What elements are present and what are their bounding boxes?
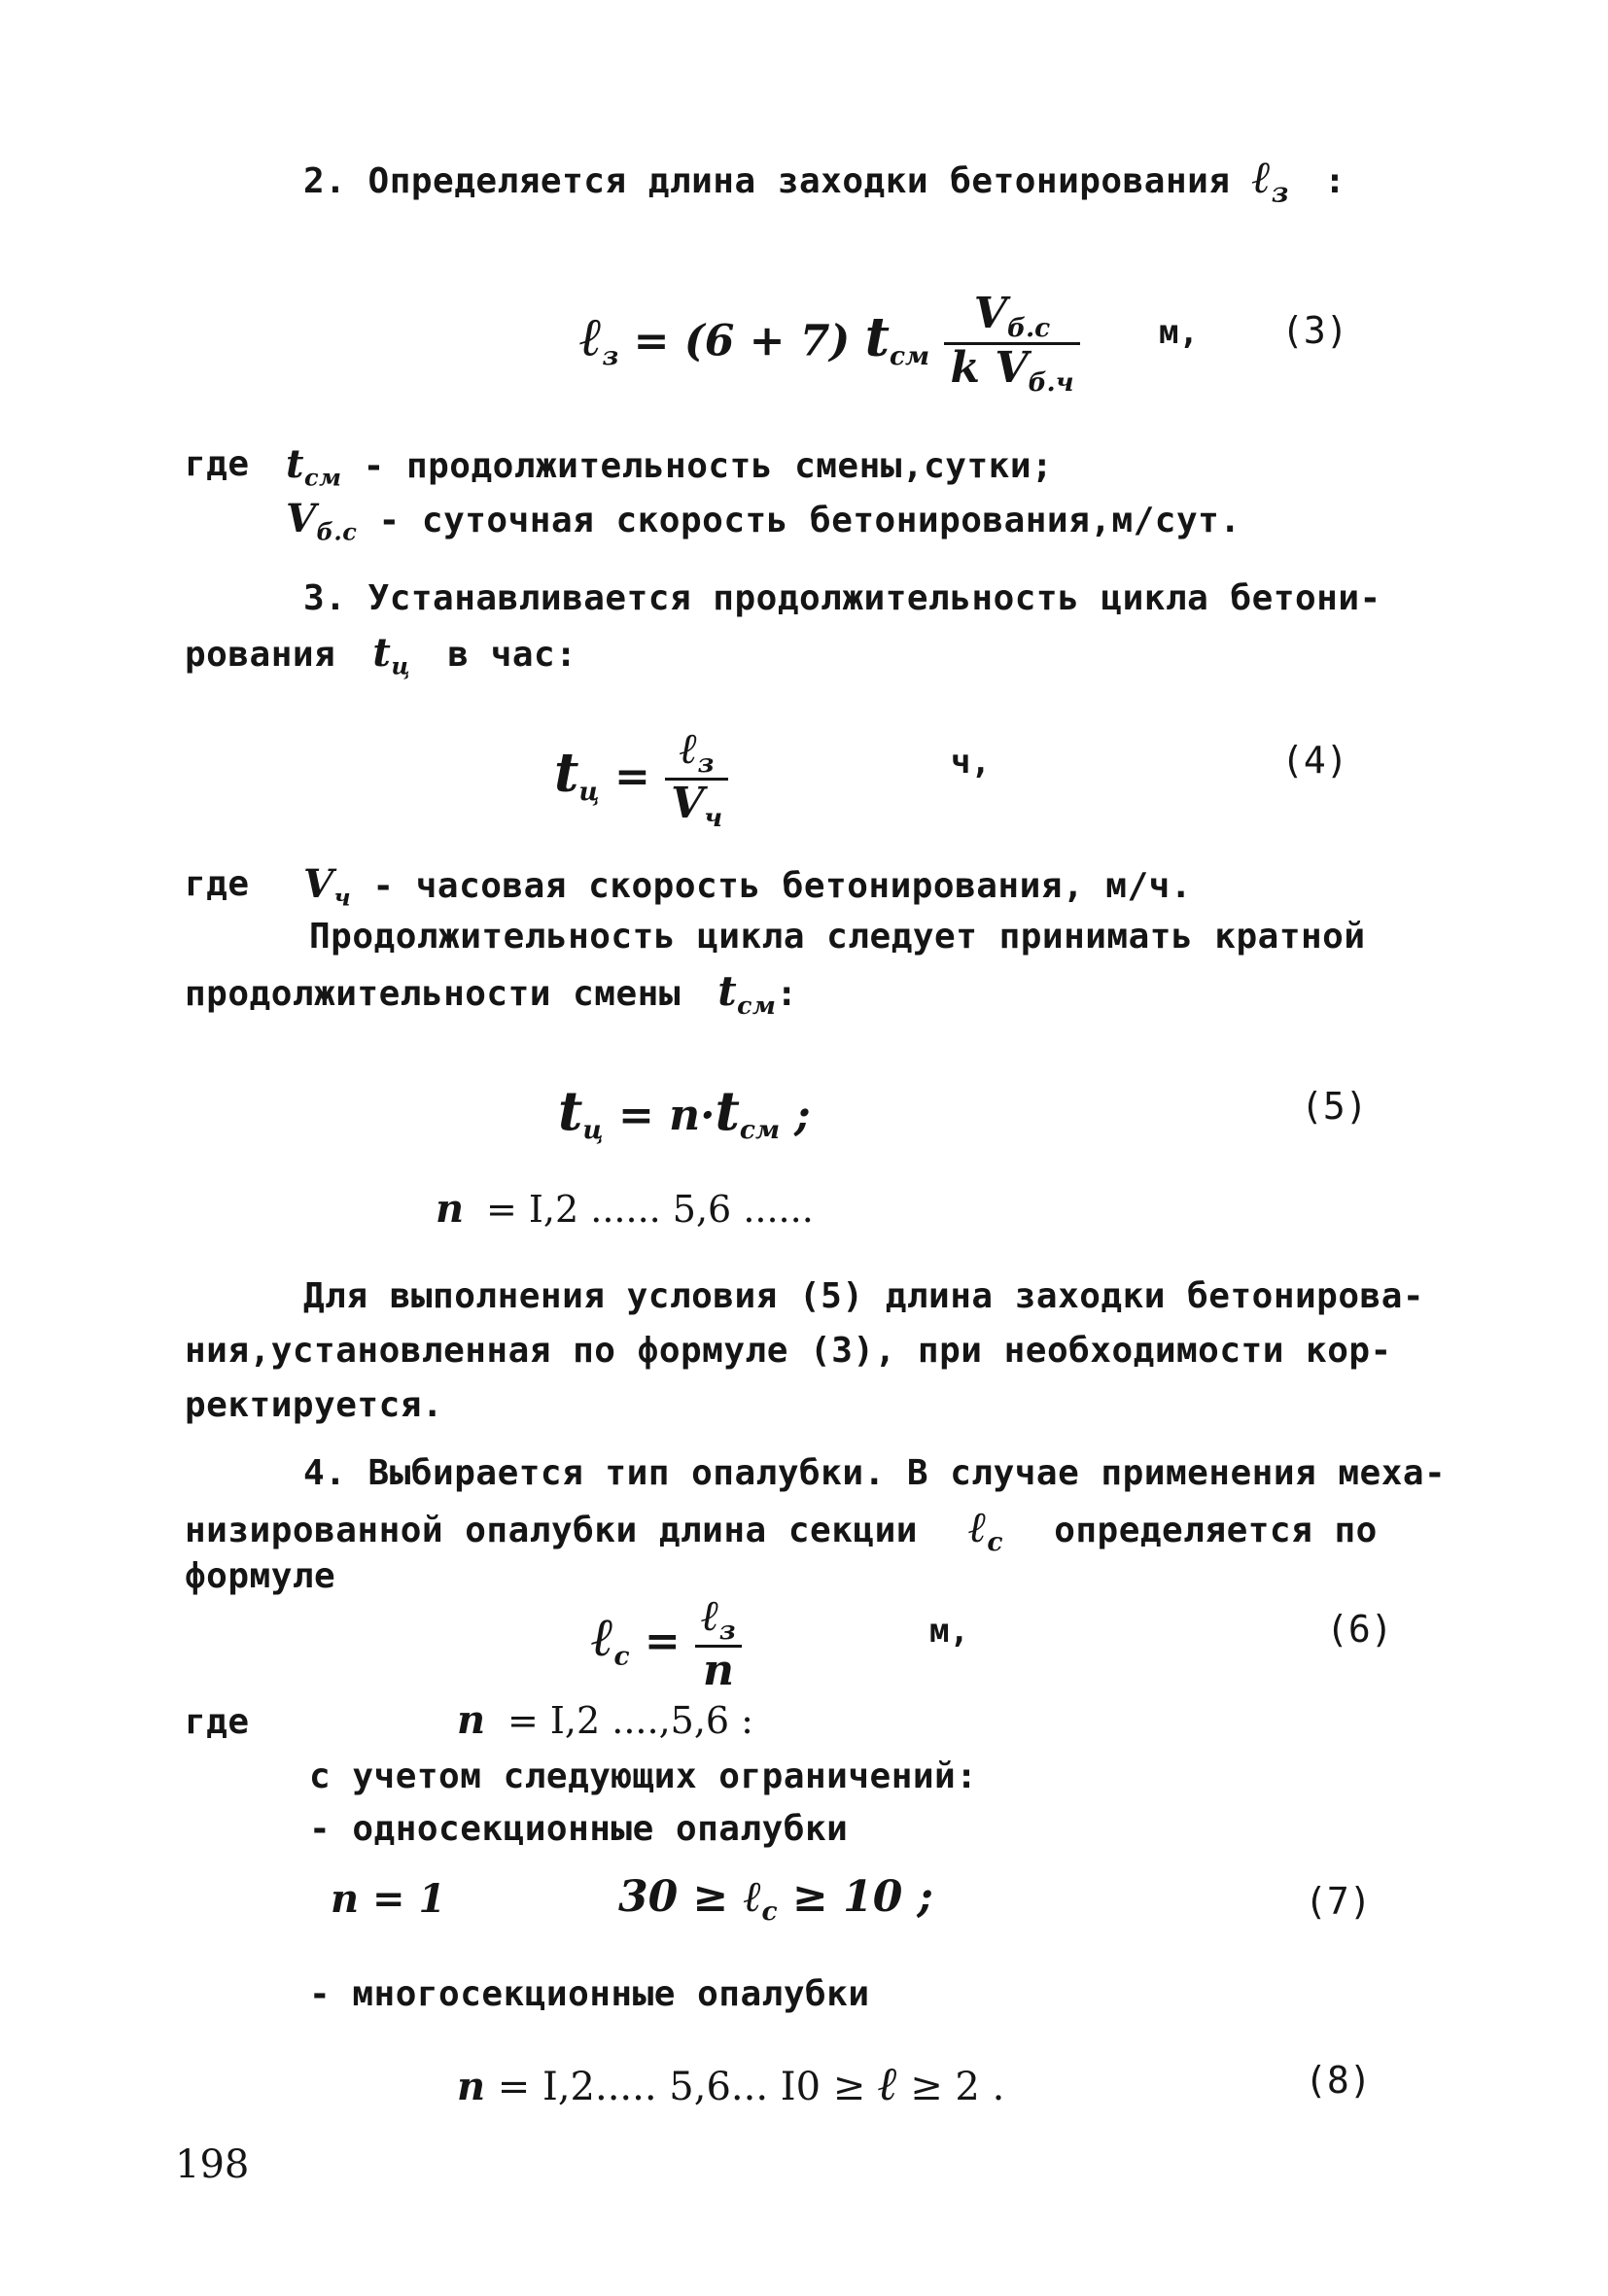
ell-symbol-8: ℓ [877,2057,898,2111]
formula-4: $t_ц$ = $\frac{\ell_з}{V_ч}$ [554,727,728,832]
where-symbol-v: $V_{б.с}$ [286,496,358,546]
where-label-4: где [185,864,250,904]
formula-6-unit: м, [929,1612,969,1651]
formula-8: n = I,2..... 5,6... I0 ≥ ℓ ≥ 2 . [457,2057,1005,2111]
single-section-label: - односекционные опалубки [309,1809,849,1849]
formula-8-number: (8) [1305,2059,1372,2102]
cycle-paragraph-line-2: продолжительности смены $t_{см}$: [185,967,798,1020]
formula-4-number: (4) [1281,739,1348,782]
t-cycle-symbol: $t_ц$ [372,630,411,680]
section-2-heading: 2. Определяется длина заходки бетонирования ℓ$_з$ : [303,151,1346,209]
page-number: 198 [175,2142,250,2187]
formula-7: 30 ≥ ℓ$_с$ ≥ 10 ; [618,1872,933,1928]
heading-symbol: ℓ$_з$ [1251,151,1289,209]
n-series: n = I,2 ...... 5,6 ...... [436,1186,814,1232]
where-item-v-bs: $V_{б.с}$ - суточная скорость бетонирования,м/сут. [286,496,1241,546]
where-item-t-cm: $t_{см}$ - продолжительность смены,сутки; [286,441,1054,492]
condition-line-3: ректируется. [185,1385,444,1425]
section-2-heading-text: 2. Определяется длина заходки бетонирования [303,161,1231,201]
n-symbol-6: n [457,1697,486,1743]
formula-6-number: (6) [1326,1608,1393,1651]
section-3-line-2: рования $t_ц$ в час: [185,630,577,680]
section-3-line-1: 3. Устанавливается продолжительность цикла бетони- [303,578,1381,618]
formula-6: ℓ$_с$ = $\frac{\ell_з}{n}$ [591,1594,742,1694]
multi-section-label: - многосекционные опалубки [309,1974,870,2014]
where-label-3: где [185,444,250,484]
where-label-6: где [185,1702,250,1742]
t-shift-symbol: $t_{см}$ [717,967,777,1020]
formula-3-number: (3) [1281,309,1348,352]
v-hour-symbol: $V_ч$ [303,861,352,912]
fraction-3: $\frac{V_{б.с}}{k V_{б.ч}}$ [944,292,1079,397]
n-symbol-8: n [457,2064,486,2109]
formula-3: ℓ$_з$ = (6 + 7) $t_{см}$ $\frac{V_{б.с}}{k V_{б.ч}}$ [579,292,1080,397]
condition-line-2: ния,установленная по формуле (3), при необходимости кор- [185,1331,1392,1371]
fraction-4: $\frac{\ell_з}{V_ч}$ [665,727,728,832]
n-symbol: n [436,1186,465,1232]
fraction-6: $\frac{\ell_з}{n}$ [695,1594,742,1694]
where-symbol-t: $t_{см}$ [286,441,342,492]
formula-7-left: n = 1 [331,1876,446,1922]
where-item-v-ch: $V_ч$ - часовая скорость бетонирования, м/ч. [303,861,1192,912]
section-4-line-3: формуле [185,1556,336,1596]
formula-5-number: (5) [1301,1085,1368,1128]
cycle-paragraph-line-1: Продолжительность цикла следует принимать кратной [309,917,1366,957]
where-n-values: n = I,2 ....,5,6 : [457,1697,753,1743]
formula-5: $t_ц = n\cdot t_{см}$ ; [558,1079,811,1146]
formula-3-unit: м, [1159,313,1199,352]
condition-line-1: Для выполнения условия (5) длина заходки бетонирова- [303,1276,1425,1316]
constraints-intro: с учетом следующих ограничений: [309,1757,978,1796]
section-length-symbol: ℓ$_с$ [968,1503,1003,1558]
section-4-line-2: низированной опалубки длина секции ℓ$_с$ определяется по [185,1503,1378,1558]
section-4-line-1: 4. Выбирается тип опалубки. В случае применения меха- [303,1453,1447,1493]
formula-7-number: (7) [1305,1880,1372,1923]
formula-4-unit: ч, [951,743,991,782]
